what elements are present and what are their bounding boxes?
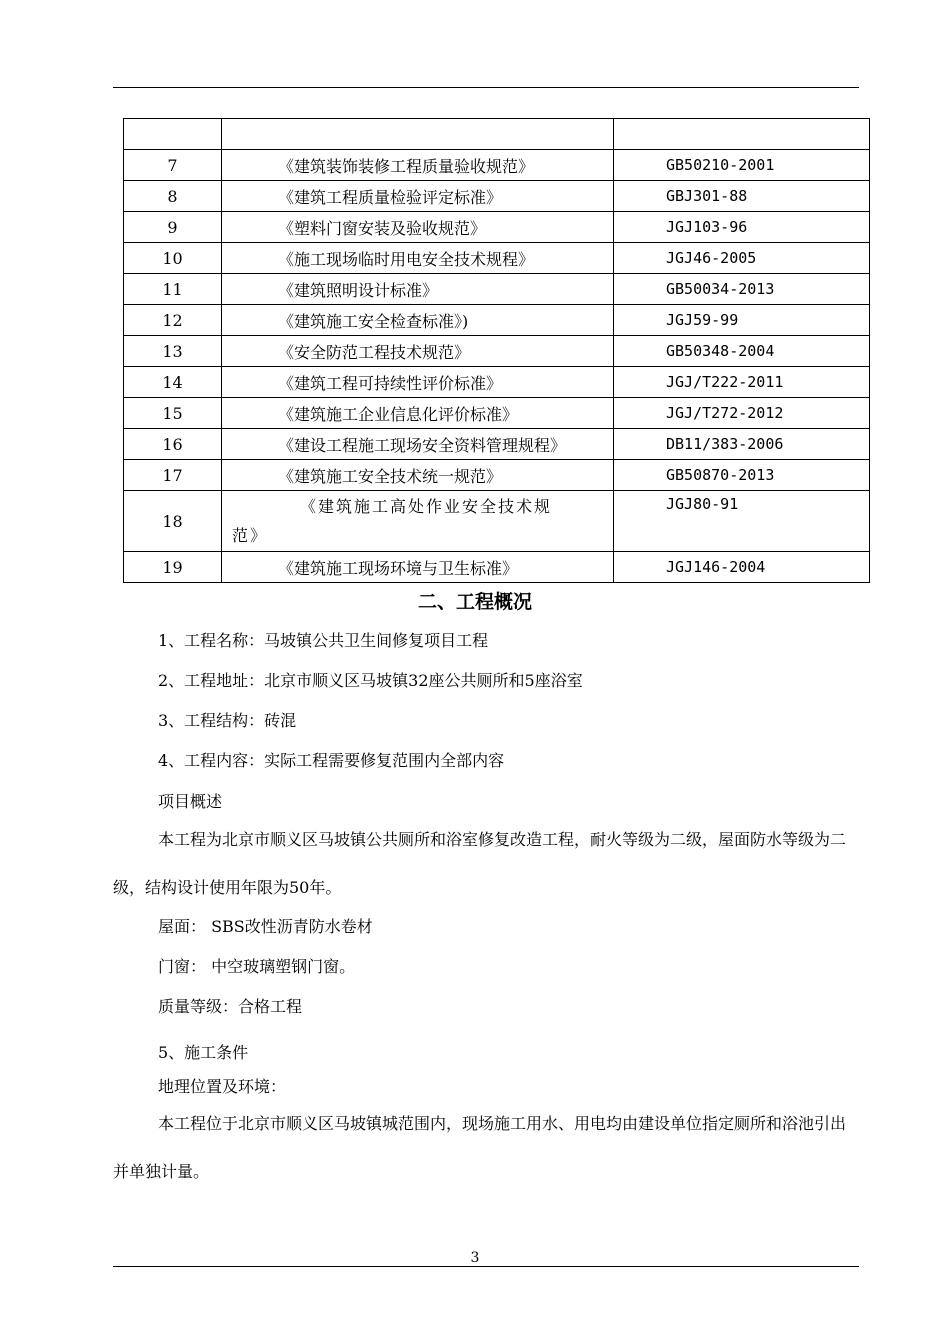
standard-name: 《建筑施工安全检查标准》) [222, 305, 614, 336]
row-number: 10 [124, 243, 222, 274]
header-rule [113, 87, 859, 88]
standard-name: 《建筑施工安全技术统一规范》 [222, 460, 614, 491]
quality-line: 质量等级：合格工程 [158, 997, 303, 1016]
row-number: 15 [124, 398, 222, 429]
location-paragraph [113, 1100, 859, 1196]
standard-name-line2: 范》 [232, 526, 269, 545]
project-address: 2、工程地址：北京市顺义区马坡镇32座公共厕所和5座浴室 [158, 671, 583, 690]
row-number: 16 [124, 429, 222, 460]
standard-code: DB11/383-2006 [614, 429, 870, 460]
table-row [124, 460, 870, 491]
standard-name: 《塑料门窗安装及验收规范》 [222, 212, 614, 243]
standard-name-line1: 《建筑施工高处作业安全技术规 [300, 497, 553, 516]
page-number: 3 [470, 1250, 480, 1266]
standard-name: 《建筑施工企业信息化评价标准》 [222, 398, 614, 429]
standard-name [222, 119, 614, 150]
standard-name: 《建筑工程可持续性评价标准》 [222, 367, 614, 398]
standards-table [123, 118, 870, 583]
standard-name [222, 491, 614, 552]
standard-name: 《建筑施工现场环境与卫生标准》 [222, 552, 614, 583]
row-number: 11 [124, 274, 222, 305]
project-structure: 3、工程结构：砖混 [158, 711, 297, 730]
table-row [124, 181, 870, 212]
table-row [124, 429, 870, 460]
roof-line: 屋面： SBS改性沥青防水卷材 [158, 917, 373, 936]
footer-rule [113, 1266, 859, 1267]
summary-text: 本工程为北京市顺义区马坡镇公共厕所和浴室修复改造工程，耐火等级为二级，屋面防水等级为二级，结构设计使用年限为50年。 [113, 830, 847, 897]
standard-code: JGJ/T272-2012 [614, 398, 870, 429]
project-content: 4、工程内容：实际工程需要修复范围内全部内容 [158, 751, 505, 770]
standard-code: JGJ146-2004 [614, 552, 870, 583]
project-name: 1、工程名称：马坡镇公共卫生间修复项目工程 [158, 631, 489, 650]
standard-name: 《建筑工程质量检验评定标准》 [222, 181, 614, 212]
standard-name: 《建设工程施工现场安全资料管理规程》 [222, 429, 614, 460]
table-row [124, 491, 870, 552]
table-row [124, 150, 870, 181]
standard-code [614, 119, 870, 150]
row-number: 12 [124, 305, 222, 336]
standard-code: GB50870-2013 [614, 460, 870, 491]
table-row [124, 119, 870, 150]
table-row [124, 212, 870, 243]
standard-name: 《建筑装饰装修工程质量验收规范》 [222, 150, 614, 181]
location-heading: 地理位置及环境： [158, 1077, 287, 1096]
standard-name: 《安全防范工程技术规范》 [222, 336, 614, 367]
standard-code: JGJ46-2005 [614, 243, 870, 274]
row-number: 17 [124, 460, 222, 491]
standard-code: JGJ59-99 [614, 305, 870, 336]
section-title: 二、工程概况 [417, 591, 532, 613]
summary-paragraph [113, 816, 859, 912]
standard-code: GB50348-2004 [614, 336, 870, 367]
standard-code: GBJ301-88 [614, 181, 870, 212]
standard-name: 《建筑照明设计标准》 [222, 274, 614, 305]
standard-name: 《施工现场临时用电安全技术规程》 [222, 243, 614, 274]
standard-code: GB50034-2013 [614, 274, 870, 305]
row-number: 18 [124, 491, 222, 552]
table-row [124, 305, 870, 336]
summary-heading: 项目概述 [158, 792, 223, 811]
table-row [124, 243, 870, 274]
table-row [124, 398, 870, 429]
row-number: 14 [124, 367, 222, 398]
standard-code: JGJ103-96 [614, 212, 870, 243]
conditions-heading: 5、施工条件 [158, 1043, 249, 1062]
table-row [124, 336, 870, 367]
windows-line: 门窗： 中空玻璃塑钢门窗。 [158, 957, 356, 976]
row-number: 13 [124, 336, 222, 367]
standard-code: GB50210-2001 [614, 150, 870, 181]
row-number: 19 [124, 552, 222, 583]
row-number: 7 [124, 150, 222, 181]
row-number: 8 [124, 181, 222, 212]
table-row [124, 274, 870, 305]
standard-code: JGJ/T222-2011 [614, 367, 870, 398]
row-number: 9 [124, 212, 222, 243]
table-row [124, 552, 870, 583]
table-row [124, 367, 870, 398]
row-number [124, 119, 222, 150]
standard-code: JGJ80-91 [614, 491, 870, 552]
location-text: 本工程位于北京市顺义区马坡镇城范围内，现场施工用水、用电均由建设单位指定厕所和浴池引出并单独计量。 [113, 1114, 847, 1181]
